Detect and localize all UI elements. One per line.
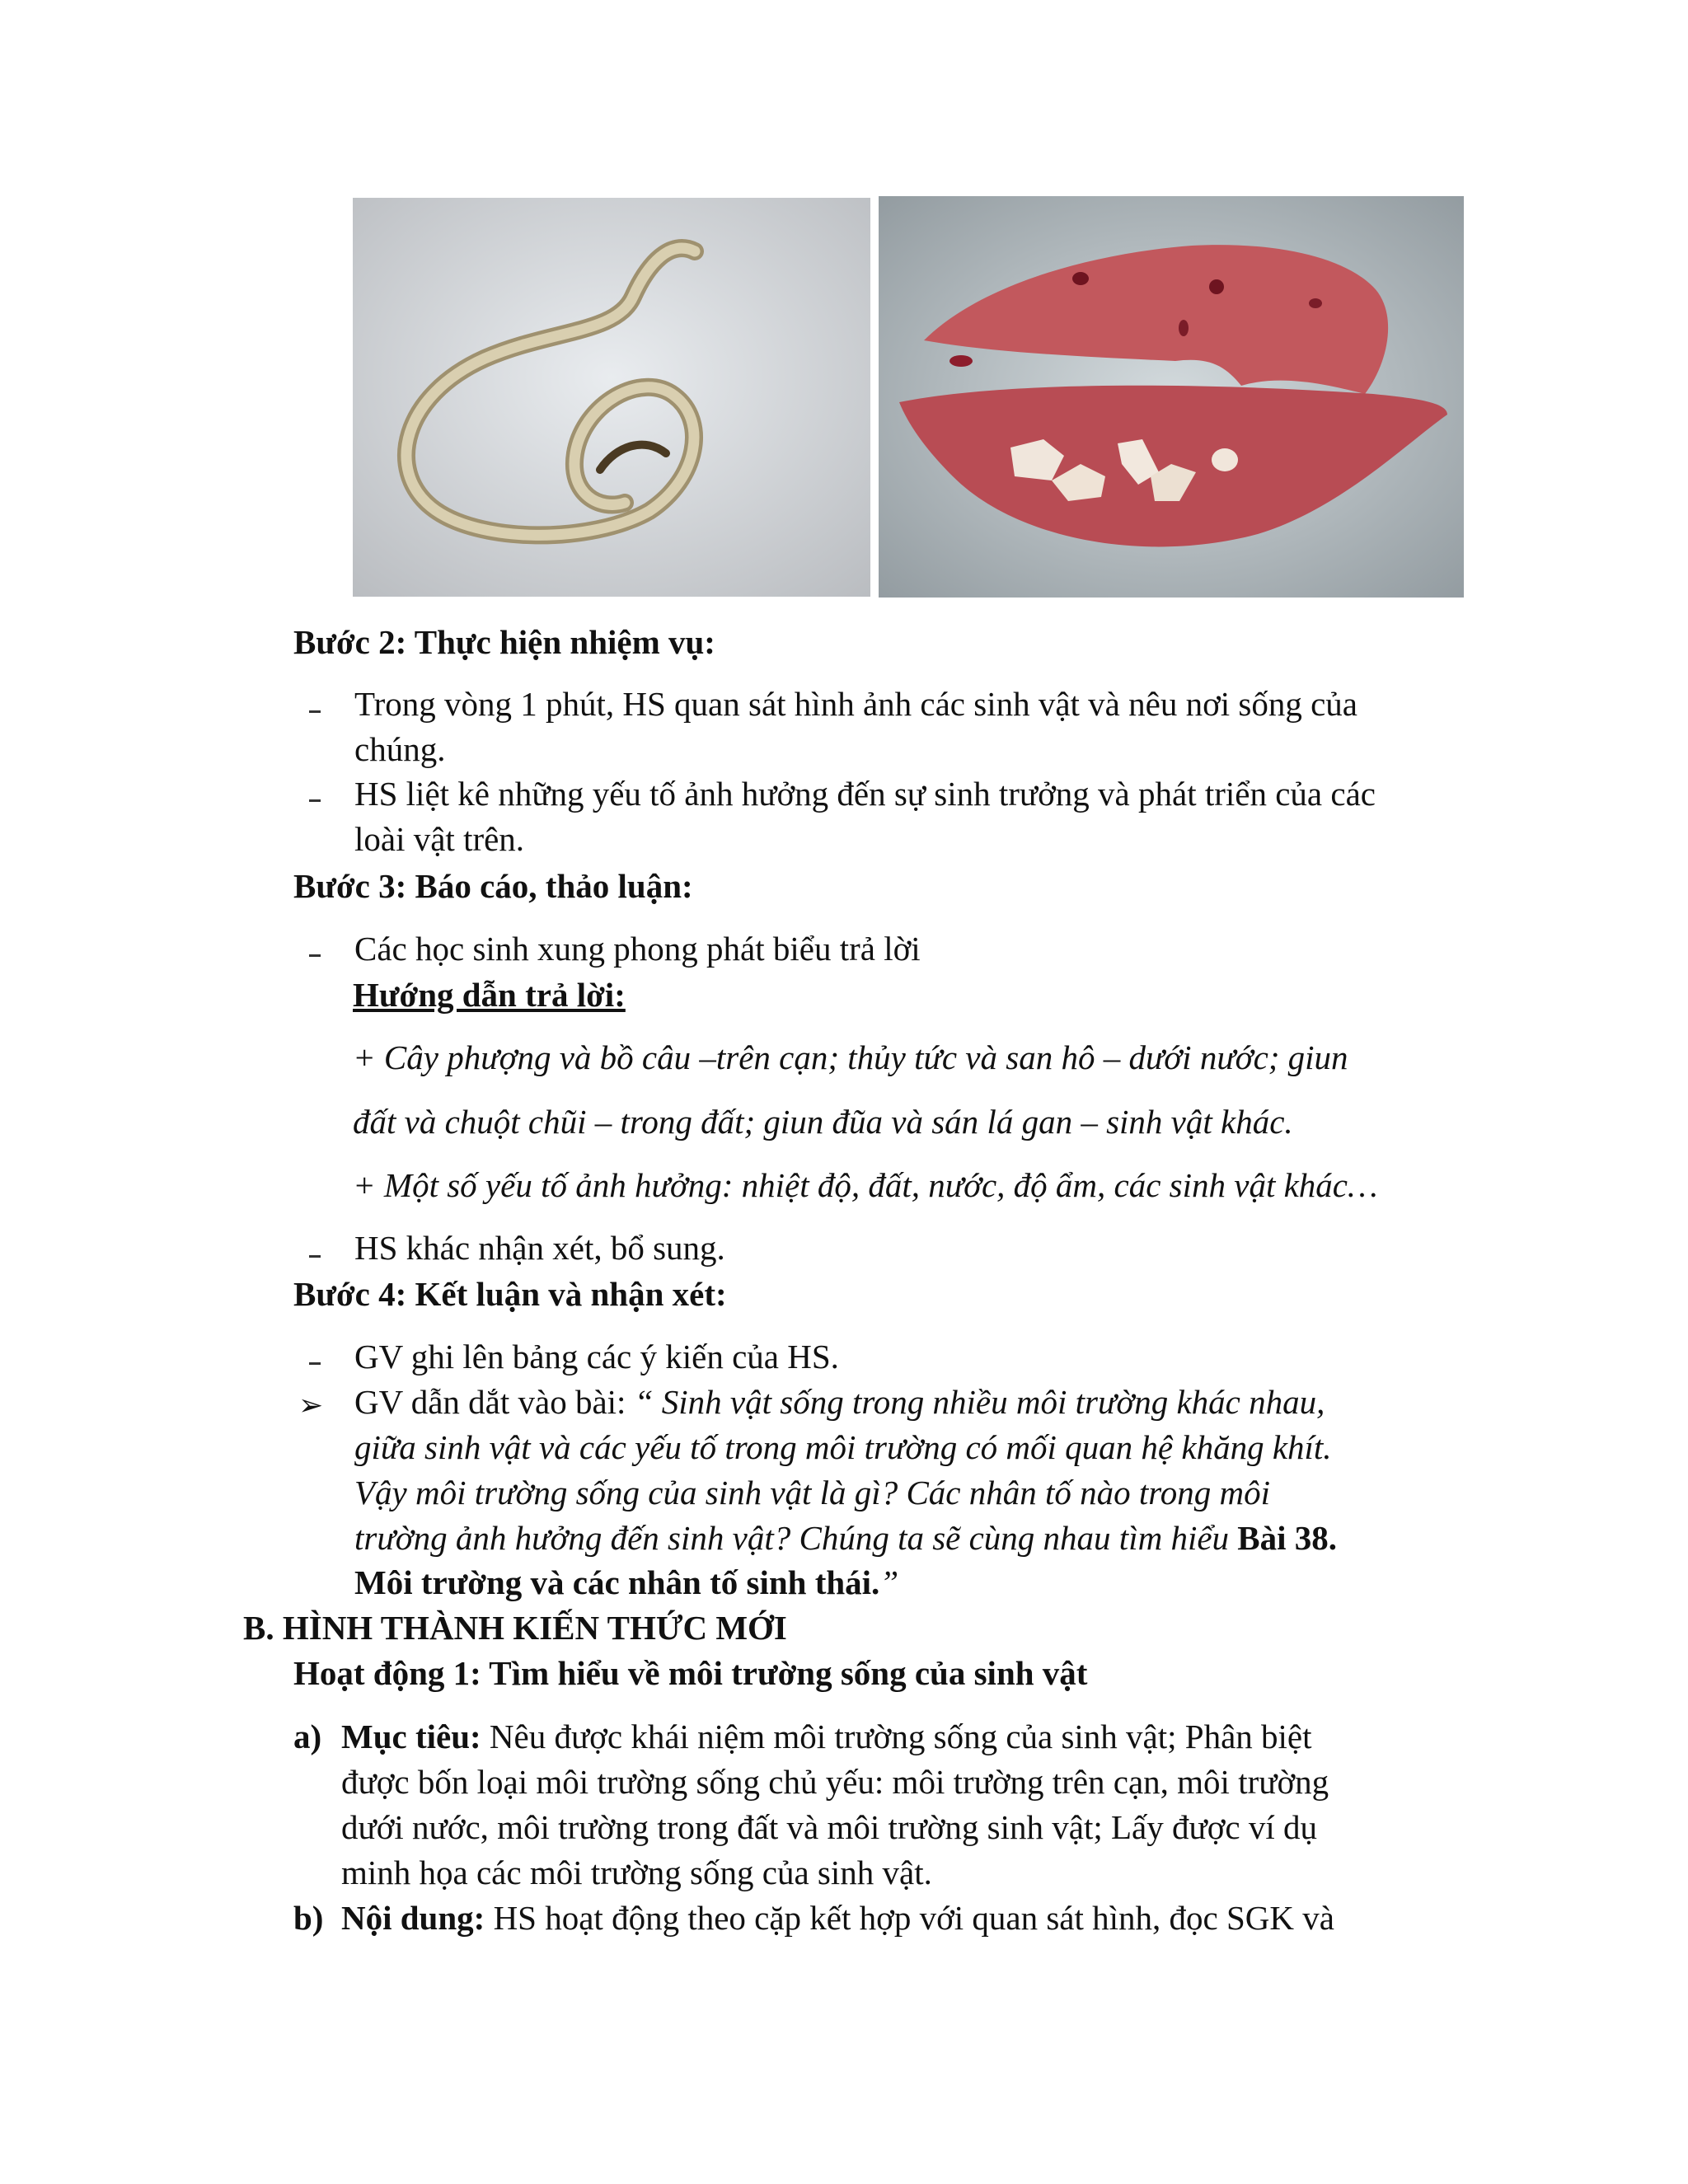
bullet-dash (309, 1255, 321, 1258)
arrow-bullet-icon: ➢ (298, 1389, 324, 1422)
section-b-heading: B. HÌNH THÀNH KIẾN THỨC MỚI (243, 1609, 787, 1647)
content-title: Nội dung: (341, 1899, 485, 1937)
objective-line-3: dưới nước, môi trường trong đất và môi trường sinh vật; Lấy được ví dụ (341, 1808, 1317, 1846)
quote-line-4 (354, 1521, 1337, 1555)
objective-title: Mục tiêu: (341, 1718, 481, 1755)
quote-line-1: “ Sinh vật sống trong nhiều môi trường khác nhau, (634, 1383, 1325, 1421)
step4-item1: GV ghi lên bảng các ý kiến của HS. (354, 1338, 839, 1376)
lead-prefix: GV dẫn dắt vào bài: (354, 1383, 635, 1421)
step3-heading: Bước 3: Báo cáo, thảo luận: (293, 867, 693, 905)
step4-heading: Bước 4: Kết luận và nhận xét: (293, 1275, 727, 1313)
step3-item1: Các học sinh xung phong phát biểu trả lời (354, 930, 921, 968)
bullet-dash (309, 799, 321, 802)
bullet-dash (309, 710, 321, 713)
objective-line-1 (341, 1720, 1312, 1754)
bullet-dash (309, 1362, 321, 1365)
objective-line-2: được bốn loại môi trường sống chủ yếu: môi trường trên cạn, môi trường (341, 1763, 1329, 1801)
item-a-label: a) (293, 1718, 322, 1755)
step3-item2: HS khác nhận xét, bổ sung. (354, 1229, 725, 1267)
answer-line-3: + Một số yếu tố ảnh hưởng: nhiệt độ, đất, nước, độ ẩm, các sinh vật khác… (353, 1166, 1378, 1204)
step2-item1-line1: Trong vòng 1 phút, HS quan sát hình ảnh các sinh vật và nêu nơi sống của (354, 685, 1357, 723)
roundworm-photo (353, 198, 870, 597)
lesson-number: Bài 38. (1237, 1519, 1338, 1557)
answer-line-1: + Cây phượng và bồ câu –trên cạn; thủy tức và san hô – dưới nước; giun (353, 1038, 1348, 1076)
quote-line-5 (354, 1563, 899, 1601)
objective-text-1: Nêu được khái niệm môi trường sống của sinh vật; Phân biệt (481, 1718, 1312, 1755)
step2-item2-line1: HS liệt kê những yếu tố ảnh hưởng đến sự sinh trưởng và phát triển của các (354, 775, 1376, 813)
quote-line-4-text: trường ảnh hưởng đến sinh vật? Chúng ta sẽ cùng nhau tìm hiểu (354, 1519, 1238, 1557)
answer-guide-title: Hướng dẫn trả lời: (353, 976, 626, 1014)
content-text-1: HS hoạt động theo cặp kết hợp với quan sát hình, đọc SGK và (485, 1899, 1334, 1937)
activity-1-heading: Hoạt động 1: Tìm hiểu về môi trường sống của sinh vật (293, 1654, 1088, 1692)
answer-line-2: đất và chuột chũi – trong đất; giun đũa và sán lá gan – sinh vật khác. (353, 1103, 1293, 1141)
step2-item1-line2: chúng. (354, 730, 446, 768)
quote-line-3: Vậy môi trường sống của sinh vật là gì? Các nhân tố nào trong môi (354, 1474, 1270, 1511)
quote-line-2: giữa sinh vật và các yếu tố trong môi trường có mối quan hệ khăng khít. (354, 1428, 1332, 1466)
content-line-1 (341, 1901, 1334, 1935)
quote-close: ” (879, 1563, 899, 1601)
step2-item2-line2: loài vật trên. (354, 820, 525, 858)
objective-line-4: minh họa các môi trường sống của sinh vật. (341, 1854, 932, 1891)
liver-fluke-photo (879, 196, 1464, 598)
step2-heading: Bước 2: Thực hiện nhiệm vụ: (293, 623, 715, 661)
step4-lead (354, 1385, 1325, 1419)
lesson-title: Môi trường và các nhân tố sinh thái. (354, 1563, 880, 1601)
bullet-dash (309, 954, 321, 957)
item-b-label: b) (293, 1899, 324, 1937)
